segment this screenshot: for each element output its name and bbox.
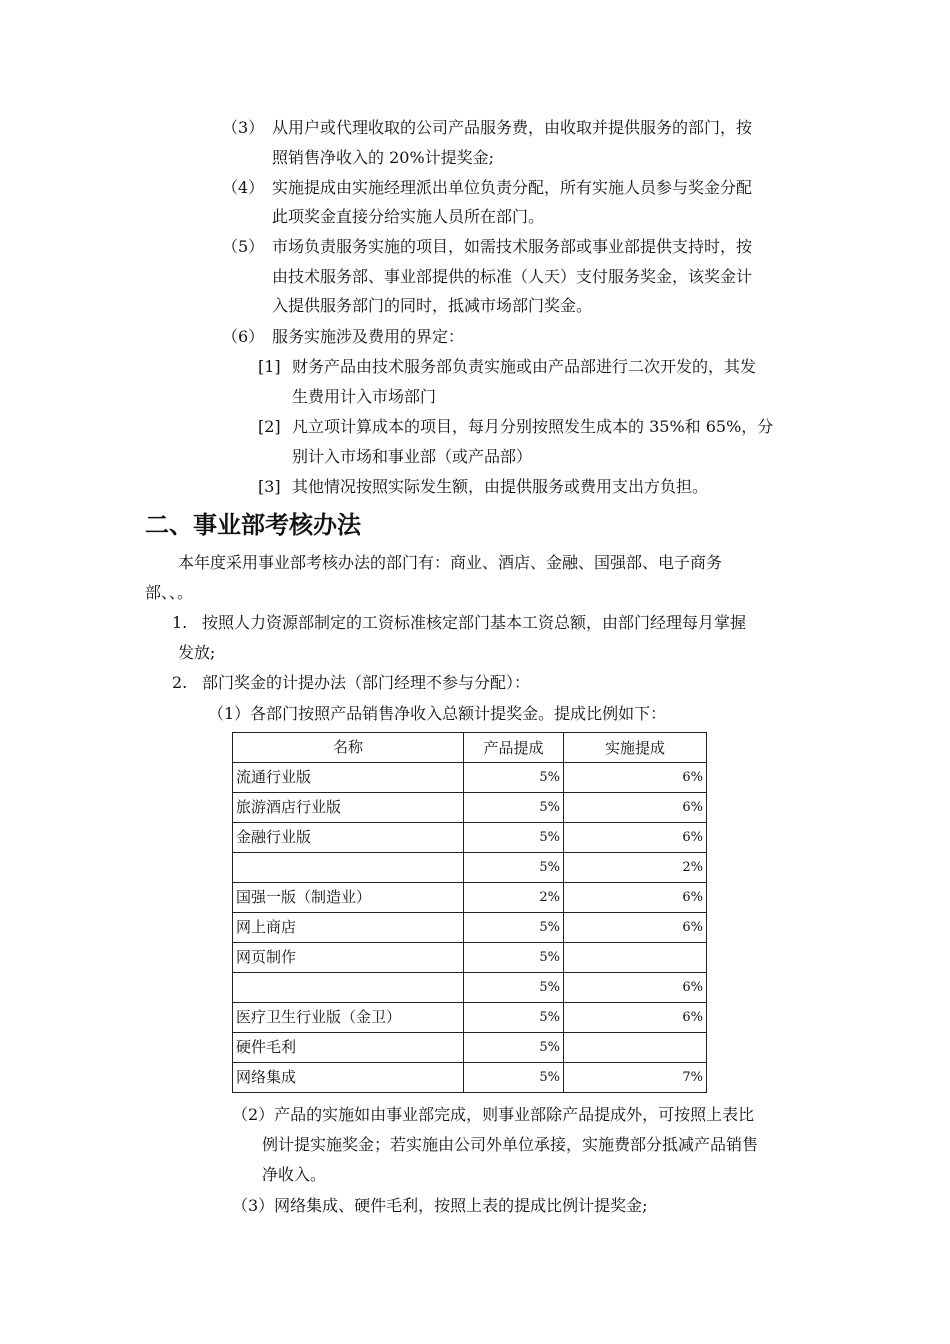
row-product-commission: 5% — [464, 1003, 564, 1033]
sub-item-2-line-2: 别计入市场和事业部（或产品部） — [292, 447, 533, 466]
sub-1-text: （1）各部门按照产品销售净收入总额计提奖金。提成比例如下： — [208, 704, 667, 723]
row-name: 金融行业版 — [233, 823, 464, 853]
item-3-line-1: 从用户或代理收取的公司产品服务费，由收取并提供服务的部门，按 — [272, 118, 753, 137]
section-2-intro-line-1: 本年度采用事业部考核办法的部门有：商业、酒店、金融、国强部、电子商务 — [178, 553, 723, 572]
table-row — [233, 883, 707, 913]
item-2-text: 部门奖金的计提办法（部门经理不参与分配）： — [202, 673, 531, 692]
table-row — [233, 943, 707, 973]
row-product-commission: 5% — [464, 913, 564, 943]
row-name: 国强一版（制造业） — [233, 883, 464, 913]
sub-item-1-line-1: 财务产品由技术服务部负责实施或由产品部进行二次开发的，其发 — [292, 357, 757, 376]
row-name: 流通行业版 — [233, 763, 464, 793]
section-2-heading: 二、事业部考核办法 — [145, 511, 361, 539]
item-5-number: （5） — [222, 237, 265, 256]
row-product-commission: 5% — [464, 793, 564, 823]
table-header-row — [233, 733, 707, 763]
row-name: 网络集成 — [233, 1063, 464, 1093]
table-row — [233, 823, 707, 853]
sub-item-3-line-1: 其他情况按照实际发生额，由提供服务或费用支出方负担。 — [292, 477, 709, 496]
row-product-commission: 5% — [464, 973, 564, 1003]
row-product-commission: 2% — [464, 883, 564, 913]
table-row — [233, 1003, 707, 1033]
header-product-commission: 产品提成 — [464, 733, 564, 763]
table-row — [233, 973, 707, 1003]
sub-item-2-number: [2] — [258, 417, 281, 436]
row-implementation-commission: 6% — [564, 913, 707, 943]
item-5-line-2: 由技术服务部、事业部提供的标准（人天）支付服务奖金，该奖金计 — [272, 267, 753, 286]
commission-ratio-table — [232, 732, 707, 1093]
item-3-number: （3） — [222, 118, 265, 137]
item-1-line-1: 按照人力资源部制定的工资标准核定部门基本工资总额，由部门经理每月掌握 — [202, 613, 747, 632]
row-name: 硬件毛利 — [233, 1033, 464, 1063]
row-implementation-commission: 6% — [564, 883, 707, 913]
sub-3-text: （3）网络集成、硬件毛利，按照上表的提成比例计提奖金; — [232, 1196, 648, 1215]
row-implementation-commission: 7% — [564, 1063, 707, 1093]
row-implementation-commission: 2% — [564, 853, 707, 883]
sub-item-2-line-1: 凡立项计算成本的项目，每月分别按照发生成本的 35%和 65%，分 — [292, 417, 774, 436]
item-4-line-1: 实施提成由实施经理派出单位负责分配，所有实施人员参与奖金分配 — [272, 178, 753, 197]
item-4-line-2: 此项奖金直接分给实施人员所在部门。 — [272, 207, 545, 226]
item-6-line-1: 服务实施涉及费用的界定： — [272, 327, 465, 346]
header-implementation-commission: 实施提成 — [564, 733, 707, 763]
row-name — [233, 853, 464, 883]
row-product-commission: 5% — [464, 763, 564, 793]
row-implementation-commission — [564, 1033, 707, 1063]
row-product-commission: 5% — [464, 1063, 564, 1093]
row-name: 网页制作 — [233, 943, 464, 973]
sub-2-line-2: 例计提实施奖金；若实施由公司外单位承接，实施费部分抵减产品销售 — [262, 1135, 759, 1154]
header-name: 名称 — [233, 733, 464, 763]
row-implementation-commission — [564, 943, 707, 973]
row-name: 网上商店 — [233, 913, 464, 943]
item-3-line-2: 照销售净收入的 20%计提奖金; — [272, 148, 495, 167]
item-5-line-1: 市场负责服务实施的项目，如需技术服务部或事业部提供支持时，按 — [272, 237, 753, 256]
item-1-number: 1. — [172, 613, 188, 632]
sub-item-3-number: [3] — [258, 477, 281, 496]
row-name: 医疗卫生行业版（金卫） — [233, 1003, 464, 1033]
row-name — [233, 973, 464, 1003]
sub-item-1-number: [1] — [258, 357, 281, 376]
table-row — [233, 793, 707, 823]
row-name: 旅游酒店行业版 — [233, 793, 464, 823]
table-row — [233, 1033, 707, 1063]
row-implementation-commission: 6% — [564, 763, 707, 793]
row-product-commission: 5% — [464, 1033, 564, 1063]
row-implementation-commission: 6% — [564, 1003, 707, 1033]
item-5-line-3: 入提供服务部门的同时，抵减市场部门奖金。 — [272, 296, 593, 315]
sub-item-1-line-2: 生费用计入市场部门 — [292, 387, 437, 406]
row-implementation-commission: 6% — [564, 973, 707, 1003]
row-implementation-commission: 6% — [564, 793, 707, 823]
sub-2-line-3: 净收入。 — [262, 1165, 327, 1184]
table-row — [233, 913, 707, 943]
table-row — [233, 763, 707, 793]
item-6-number: （6） — [222, 327, 265, 346]
section-2-intro-line-2: 部、、。 — [145, 583, 194, 602]
table-row — [233, 1063, 707, 1093]
table-row — [233, 853, 707, 883]
item-1-line-2: 发放; — [178, 643, 216, 662]
sub-2-line-1: （2）产品的实施如由事业部完成，则事业部除产品提成外，可按照上表比 — [232, 1105, 755, 1124]
item-4-number: （4） — [222, 178, 265, 197]
row-product-commission: 5% — [464, 823, 564, 853]
row-product-commission: 5% — [464, 853, 564, 883]
item-2-number: 2. — [172, 673, 188, 692]
row-implementation-commission: 6% — [564, 823, 707, 853]
row-product-commission: 5% — [464, 943, 564, 973]
